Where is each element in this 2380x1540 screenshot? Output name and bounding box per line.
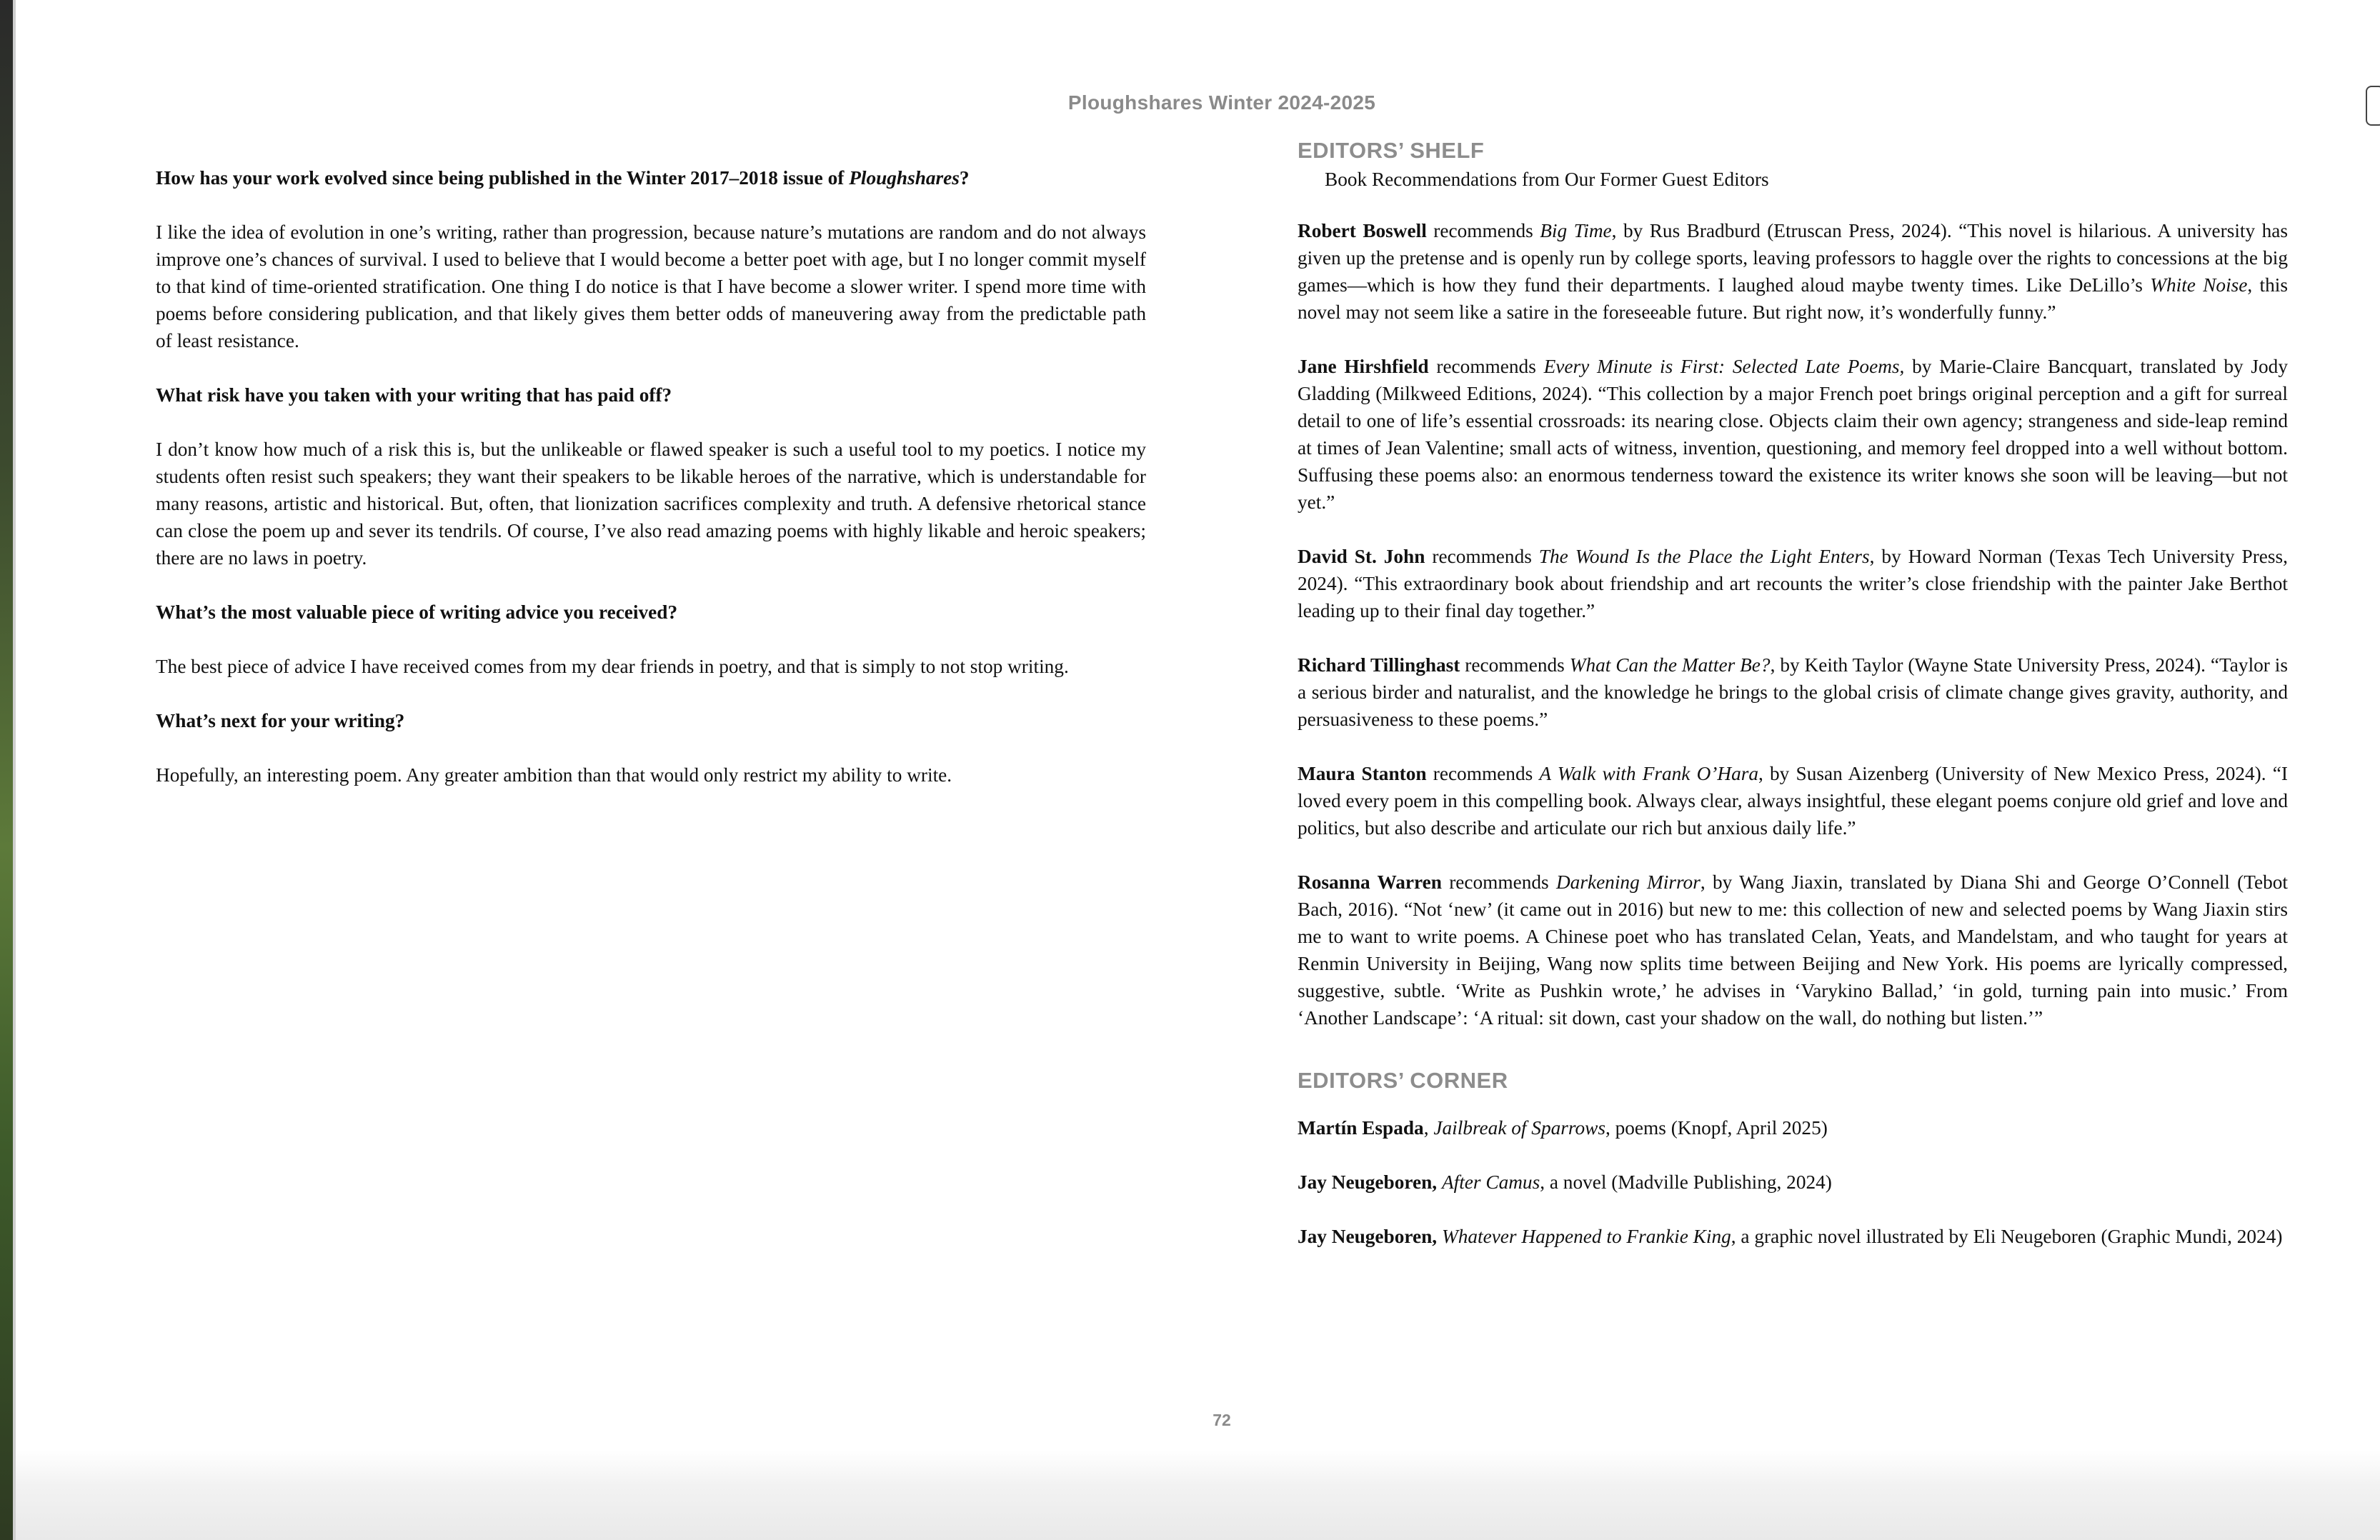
answer-4: Hopefully, an interesting poem. Any greater ambition than that would only restrict my ability to write.	[156, 764, 952, 786]
editors-corner-heading: EDITORS’ CORNER	[1298, 1068, 1508, 1093]
question-3: What’s the most valuable piece of writing advice you received?	[156, 601, 678, 623]
answer-2: I don’t know how much of a risk this is, but the unlikeable or flawed speaker is such a useful tool to my poetics. I notice my students often resist such speakers; they want their speakers to be likable heroes of the narrative, which is understandable for many reasons, artistic and historical. But, often, that lionization sacrifices complexity and truth. A defensive rhetorical stance can close the poem up and sever its tendrils. Of course, I’ve also read amazing poems with highly likable and heroic speakers; there are no laws in poetry.	[156, 439, 1146, 569]
question-1: How has your work evolved since being published in the Winter 2017–2018 issue of Ploughshares?	[156, 167, 970, 189]
page-edge-shadow	[13, 0, 16, 1540]
recommendation-item: Maura Stanton recommends A Walk with Frank O’Hara, by Susan Aizenberg (University of New Mexico Press, 2024). “I loved every poem in this compelling book. Always clear, always insightful, these elegant poems conjure old grief and love and politics, but also describe and articulate our rich but anxious daily life.”	[1298, 763, 2288, 839]
editors-shelf-heading: EDITORS’ SHELF	[1298, 138, 1485, 163]
recommendation-item: Rosanna Warren recommends Darkening Mirror, by Wang Jiaxin, translated by Diana Shi and George O’Connell (Tebot Bach, 2016). “Not ‘new’ (it came out in 2016) but new to me: this collection of new and selected poems by Wang Jiaxin stirs me to want to write poems. A Chinese poet who has translated Celan, Yeats, and Mandelstam, and who taught for years at Renmin University in Beijing, Wang now splits time between Beijing and New York. His poems are lyrically compressed, suggestive, subtle. ‘Write as Pushkin wrote,’ he advises in ‘Varykino Ballad,’ ‘in gold, turning pain into music.’ From ‘Another Landscape’: ‘A ritual: sit down, cast your shadow on the wall, do nothing but listen.’”	[1298, 871, 2288, 1029]
running-head: Ploughshares Winter 2024-2025	[1067, 91, 1376, 114]
corner-entry: Martín Espada, Jailbreak of Sparrows, poems (Knopf, April 2025)	[1298, 1117, 1828, 1139]
corner-entry: Jay Neugeboren, Whatever Happened to Frankie King, a graphic novel illustrated by Eli Neugeboren (Graphic Mundi, 2024)	[1298, 1226, 2283, 1247]
interview-column	[156, 164, 1146, 789]
question-2: What risk have you taken with your writing that has paid off?	[156, 384, 672, 406]
answer-3: The best piece of advice I have received comes from my dear friends in poetry, and that is simply to not stop writing.	[156, 656, 1069, 677]
question-4: What’s next for your writing?	[156, 710, 405, 731]
page-number: 72	[1213, 1411, 1231, 1429]
background-photo-edge	[0, 0, 13, 1540]
corner-entry: Jay Neugeboren, After Camus, a novel (Madville Publishing, 2024)	[1298, 1171, 1832, 1193]
answer-1: I like the idea of evolution in one’s writing, rather than progression, because nature’s mutations are random and do not always improve one’s chances of survival. I used to believe that I would become a better poet with age, but I no longer commit myself to that kind of time-oriented stratification. One thing I do notice is that I have become a slower writer. I spend more time with poems before considering publication, and that likely gives them better odds of maneuvering away from the predictable path of least resistance.	[156, 221, 1146, 351]
background-blur-strip	[16, 1450, 2380, 1540]
editors-shelf-subheading: Book Recommendations from Our Former Guest Editors	[1325, 169, 1769, 190]
recommendation-item: David St. John recommends The Wound Is the Place the Light Enters, by Howard Norman (Texas Tech University Press, 2024). “This extraordinary book about friendship and art recounts the writer’s close friendship with the painter Jake Berthot leading up to their final day together.”	[1298, 546, 2288, 621]
recommendation-item: Richard Tillinghast recommends What Can the Matter Be?, by Keith Taylor (Wayne State University Press, 2024). “Taylor is a serious birder and naturalist, and the knowledge he brings to the global crisis of climate change gives gravity, authority, and persuasiveness to these poems.”	[1298, 654, 2289, 730]
recommendation-item: Robert Boswell recommends Big Time, by Rus Bradburd (Etruscan Press, 2024). “This novel is hilarious. A university has given up the pretense and is openly run by college sports, leaving professors to haggle over the rights to concessions at the big games—which is how they fund their departments. I laughed aloud maybe twenty times. Like DeLillo’s White Noise, this novel may not seem like a satire in the foreseeable future. But right now, it’s wonderfully funny.”	[1298, 220, 2289, 323]
editors-column	[1298, 136, 2288, 1250]
recommendation-item: Jane Hirshfield recommends Every Minute is First: Selected Late Poems, by Marie-Claire Bancquart, translated by Jody Gladding (Milkweed Editions, 2024). “This collection by a major French poet brings original perception and a gift for surreal detail to one of life’s essential crossroads: its nearing close. Objects claim their own agency; strangeness and side-leap remind at times of Jean Valentine; small acts of witness, invention, questioning, and memory feel dropped into a well without bottom. Suffusing these poems also: an enormous tenderness toward the existence its writer knows she soon will be leaving—but not yet.”	[1298, 356, 2288, 513]
